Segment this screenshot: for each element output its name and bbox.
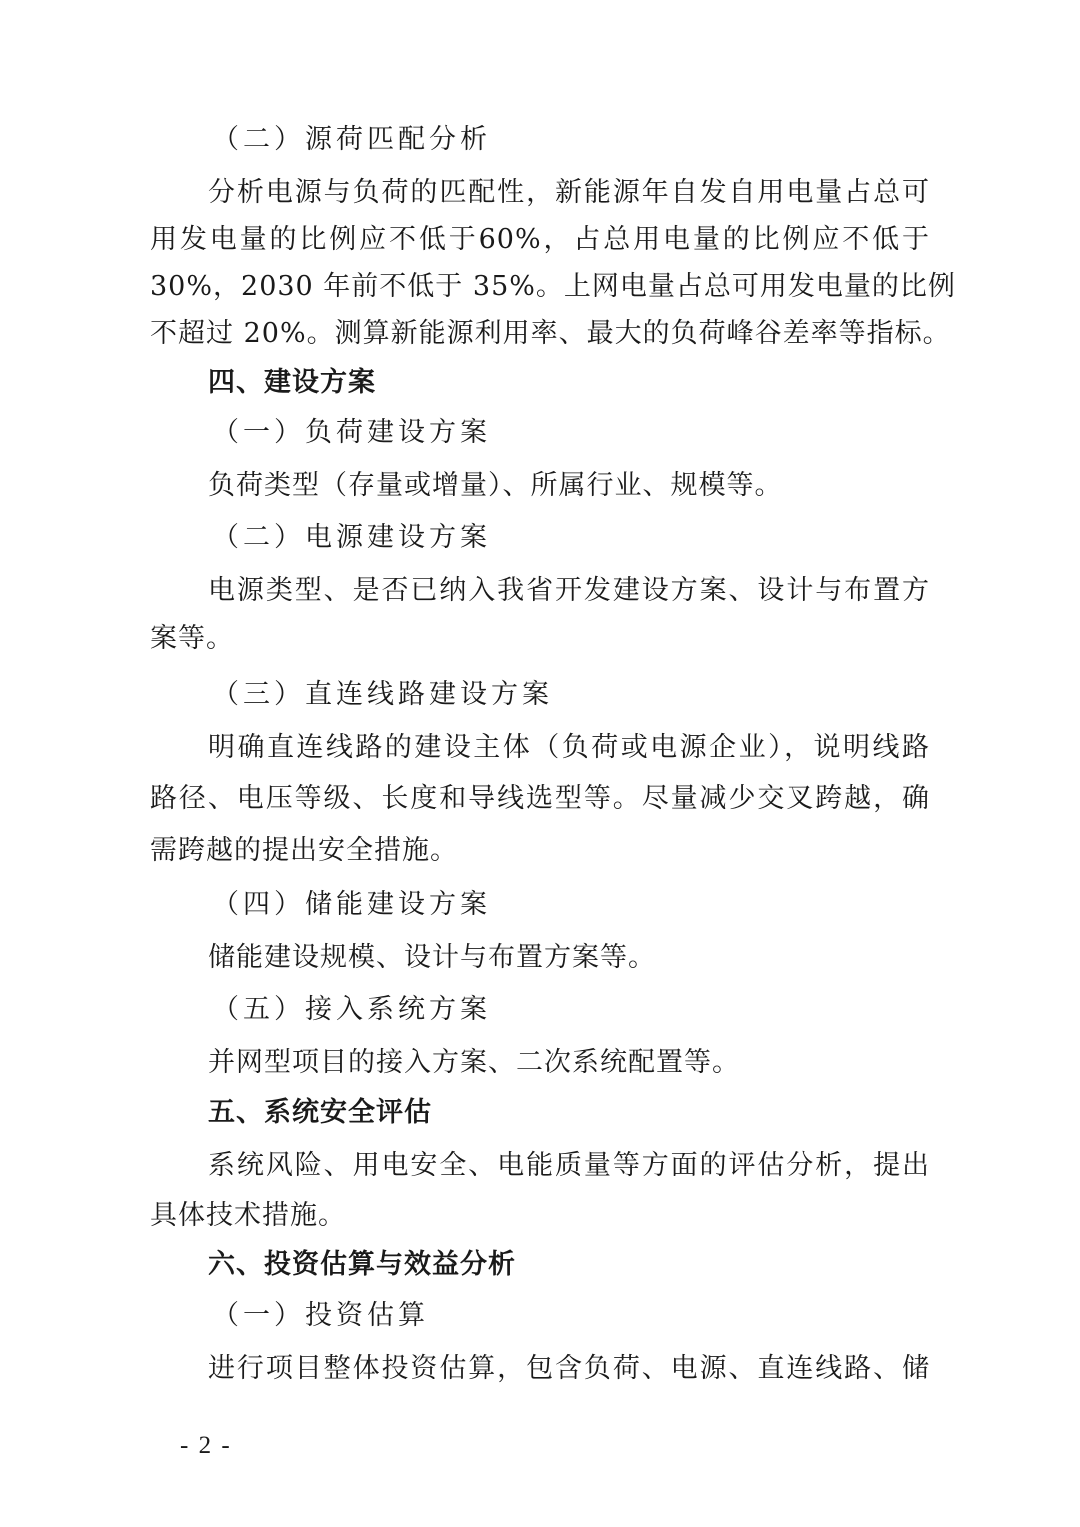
subheading-load-construction: （一）负荷建设方案	[212, 417, 491, 448]
paragraph-line: 路径、电压等级、长度和导线选型等。尽量减少交叉跨越，确	[150, 783, 930, 814]
paragraph-line: 明确直连线路的建设主体（负荷或电源企业），说明线路	[208, 732, 930, 763]
paragraph-line: 用发电量的比例应不低于60%，占总用电量的比例应不低于	[150, 224, 930, 255]
heading-construction-plan: 四、建设方案	[208, 367, 376, 398]
paragraph-line: 分析电源与负荷的匹配性，新能源年自发自用电量占总可	[208, 177, 930, 208]
subheading-power-construction: （二）电源建设方案	[212, 522, 491, 553]
paragraph-line: 30%，2030 年前不低于 35%。上网电量占总可用发电量的比例	[150, 271, 956, 302]
paragraph-line: 案等。	[150, 623, 234, 654]
paragraph-line: 系统风险、用电安全、电能质量等方面的评估分析，提出	[208, 1150, 930, 1181]
paragraph-line: 不超过 20%。测算新能源利用率、最大的负荷峰谷差率等指标。	[150, 318, 951, 349]
subheading-storage-construction: （四）储能建设方案	[212, 889, 491, 920]
paragraph-line: 电源类型、是否已纳入我省开发建设方案、设计与布置方	[208, 575, 930, 606]
paragraph-line: 具体技术措施。	[150, 1200, 346, 1231]
subheading-investment-estimate: （一）投资估算	[212, 1300, 429, 1331]
subheading-source-load-matching: （二）源荷匹配分析	[212, 124, 491, 155]
heading-investment-benefit: 六、投资估算与效益分析	[208, 1249, 516, 1280]
heading-system-safety: 五、系统安全评估	[208, 1097, 432, 1128]
paragraph-line: 需跨越的提出安全措施。	[150, 835, 458, 866]
page-number: - 2 -	[180, 1432, 232, 1459]
subheading-direct-line-construction: （三）直连线路建设方案	[212, 679, 553, 710]
paragraph-line: 进行项目整体投资估算，包含负荷、电源、直连线路、储	[208, 1353, 930, 1384]
subheading-grid-access: （五）接入系统方案	[212, 994, 491, 1025]
paragraph-line: 并网型项目的接入方案、二次系统配置等。	[208, 1047, 740, 1078]
paragraph-line: 负荷类型（存量或增量）、所属行业、规模等。	[208, 470, 783, 501]
paragraph-line: 储能建设规模、设计与布置方案等。	[208, 942, 656, 973]
